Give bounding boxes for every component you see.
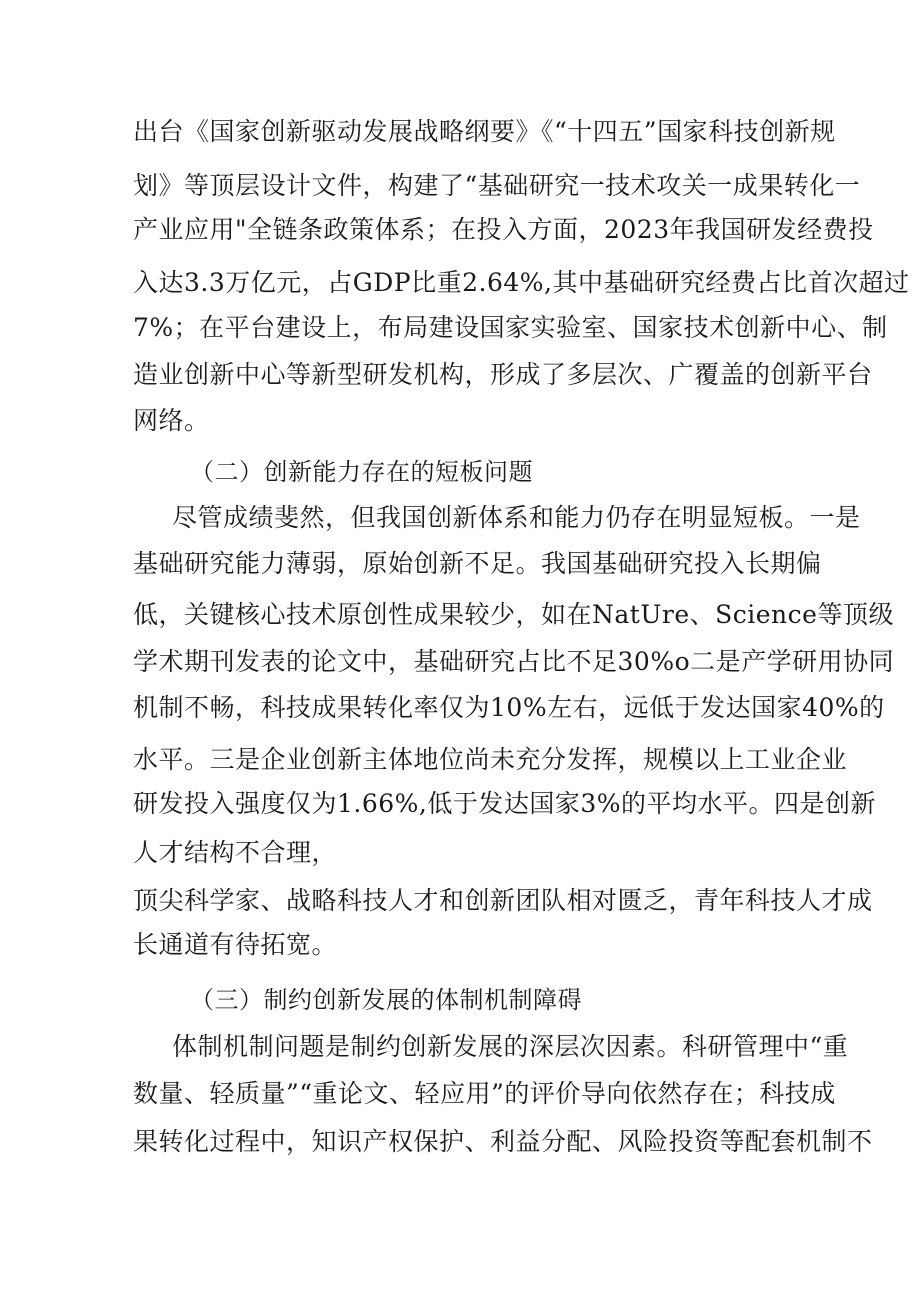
paragraph-line: 出台《国家创新驱动发展战略纲要》《“十四五”国家科技创新规 [133,117,836,146]
section-heading: （三）制约创新发展的体制机制障碍 [190,986,582,1014]
paragraph-line: 产业应用"全链条政策体系；在投入方面，2023年我国研发经费投 [133,215,874,244]
paragraph-line: 顶尖科学家、战略科技人才和创新团队相对匮乏，青年科技人才成 [133,886,873,915]
paragraph-line: 长通道有待拓宽。 [133,930,338,959]
paragraph-line: 入达3.3万亿元，占GDP比重2.64%,其中基础研究经费占比首次超过 [133,268,910,297]
paragraph-line: 机制不畅，科技成果转化率仅为10%左右，远低于发达国家40%的 [133,693,885,722]
paragraph-line: 水平。三是企业创新主体地位尚未充分发挥，规模以上工业企业 [133,745,848,774]
paragraph-line: 基础研究能力薄弱，原始创新不足。我国基础研究投入长期偏 [133,549,822,578]
paragraph-line: 尽管成绩斐然，但我国创新体系和能力仍存在明显短板。一是 [172,503,861,532]
paragraph-line: 果转化过程中，知识产权保护、利益分配、风险投资等配套机制不 [133,1127,873,1156]
paragraph-line: 划》等顶层设计文件，构建了“基础研究一技术攻关一成果转化一 [133,171,861,200]
paragraph-line: 数量、轻质量”“重论文、轻应用”的评价导向依然存在；科技成 [133,1079,836,1108]
paragraph-line: 人才结构不合理， [133,838,338,867]
section-heading: （二）创新能力存在的短板问题 [190,458,533,486]
paragraph-line: 造业创新中心等新型研发机构，形成了多层次、广覆盖的创新平台 [133,360,873,389]
paragraph-line: 研发投入强度仅为1.66%,低于发达国家3%的平均水平。四是创新 [133,789,877,818]
paragraph-line: 7%；在平台建设上，布局建设国家实验室、国家技术创新中心、制 [133,313,888,342]
paragraph-line: 低，关键核心技术原创性成果较少，如在NatUre、Science等顶级 [133,600,894,629]
paragraph-line: 网络。 [133,406,210,435]
paragraph-line: 体制机制问题是制约创新发展的深层次因素。科研管理中“重 [172,1032,849,1061]
paragraph-line: 学术期刊发表的论文中，基础研究占比不足30%o二是产学研用协同 [133,647,895,676]
